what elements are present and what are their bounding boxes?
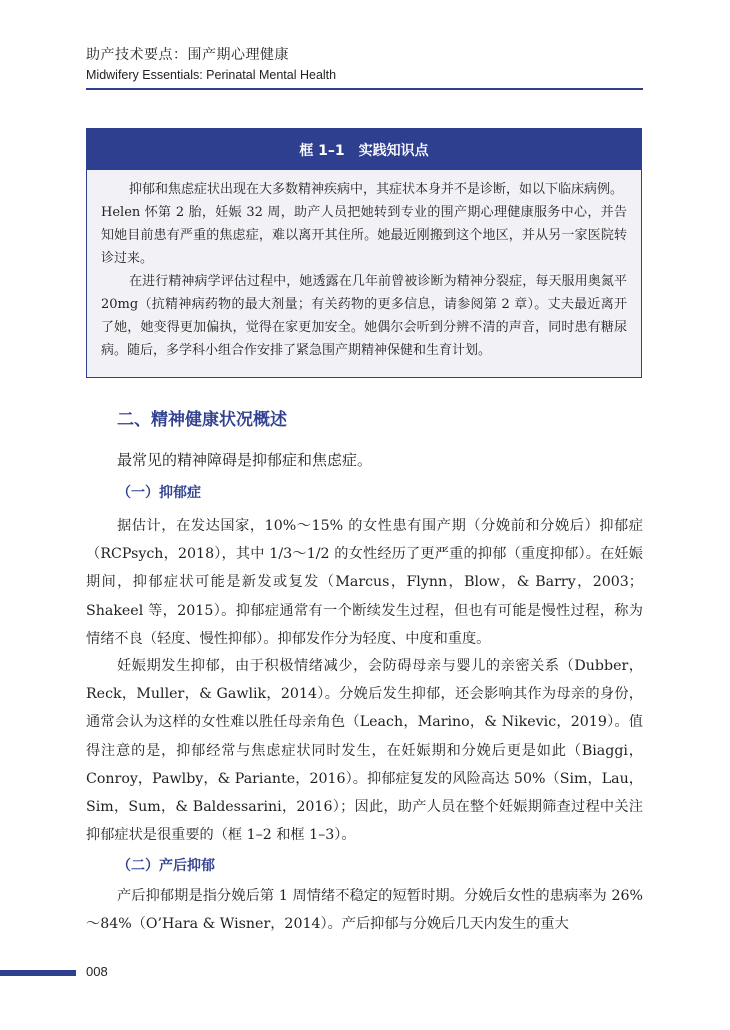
box-title: 框 1–1 实践知识点 — [87, 129, 641, 170]
running-head-title-en: Midwifery Essentials: Perinatal Mental Health — [86, 68, 337, 82]
section-intro: 最常见的精神障碍是抑郁症和焦虑症。 — [117, 451, 373, 469]
practice-box — [86, 128, 642, 378]
running-head — [86, 46, 646, 83]
body-paragraph: 产后抑郁期是指分娩后第 1 周情绪不稳定的短暂时期。分娩后女性的患病率为 26%～84%（O’Hara & Wisner，2014）。产后抑郁与分娩后几天内发生的重大 — [86, 888, 643, 933]
box-paragraph-2: Helen 怀第 2 胎，妊娠 32 周，助产人员把她转到专业的围产期心理健康服务中心，并告知她目前患有严重的焦虑症，难以离开其住所。她最近刚搬到这个地区，并从另一家医院转诊过来。 — [101, 205, 627, 266]
box-paragraph-3: 在进行精神病学评估过程中，她透露在几年前曾被诊断为精神分裂症，每天服用奥氮平 20mg（抗精神病药物的最大剂量；有关药物的更多信息，请参阅第 2 章）。丈夫最近离开了她，她变得更加偏执，觉得在家更加安全。她偶尔会听到分辨不清的声音，同时患有糖尿病。随后，多学科小组合作安排了紧急围产期精神保健和生育计划。 — [101, 274, 627, 358]
footer-bar — [0, 970, 76, 976]
header-rule — [86, 88, 643, 90]
page-number: 008 — [86, 964, 108, 979]
section-heading: 二、精神健康状况概述 — [117, 410, 287, 430]
subsection-heading-postnatal: （二）产后抑郁 — [117, 858, 215, 874]
box-body — [87, 170, 641, 377]
running-head-title-cn: 助产技术要点：围产期心理健康 — [86, 47, 289, 63]
box-paragraph-1: 抑郁和焦虑症状出现在大多数精神疾病中，其症状本身并不是诊断，如以下临床病例。 — [129, 182, 624, 197]
body-paragraph: 妊娠期发生抑郁，由于积极情绪减少，会防碍母亲与婴儿的亲密关系（Dubber，Reck，Muller，& Gawlik，2014）。分娩后发生抑郁，还会影响其作为母亲的身份，通常会认为这样的女性难以胜任母亲角色（Leach，Marino，& Nikevic，2019）。值得注意的是，抑郁经常与焦虑症状同时发生，在妊娠期和分娩后更是如此（Biaggi，Conroy，Pawlby，& Pariante，2016）。抑郁症复发的风险高达 50%（Sim，Lau，Sim，Sum，& Baldessarini，2016）；因此，助产人员在整个妊娠期筛查过程中关注抑郁症状是很重要的（框 1–2 和框 1–3）。 — [86, 658, 643, 844]
subsection-heading-depression: （一）抑郁症 — [117, 485, 201, 501]
body-paragraph: 据估计，在发达国家，10%～15% 的女性患有围产期（分娩前和分娩后）抑郁症（RCPsych，2018），其中 1/3～1/2 的女性经历了更严重的抑郁（重度抑郁）。在妊娠期间，抑郁症状可能是新发或复发（Marcus，Flynn，Blow，& Barry，2003；Shakeel 等，2015）。抑郁症通常有一个断续发生过程，但也有可能是慢性过程，称为情绪不良（轻度、慢性抑郁）。抑郁发作分为轻度、中度和重度。 — [86, 518, 643, 647]
